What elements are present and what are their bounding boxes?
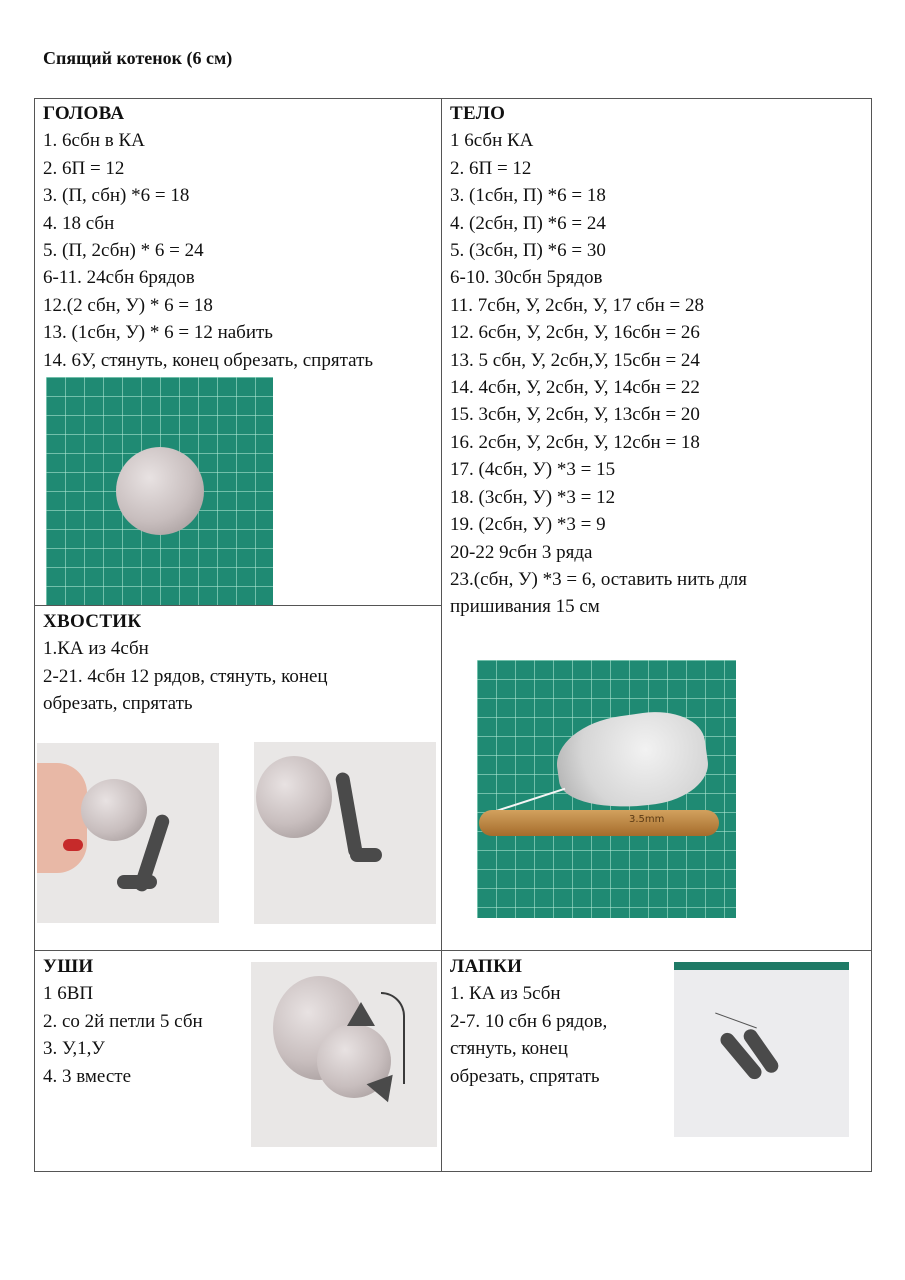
body-step: 18. (3сбн, У) *3 = 12 (450, 486, 616, 508)
crochet-body-teardrop (551, 705, 712, 817)
crochet-hook (479, 810, 719, 836)
table-divider-bottom-row (34, 950, 871, 951)
ears-step: 1 6ВП (43, 983, 94, 1005)
body-step: 4. (2сбн, П) *6 = 24 (450, 212, 606, 234)
body-step: 11. 7сбн, У, 2сбн, У, 17 сбн = 28 (450, 294, 704, 316)
paws-step: стянуть, конец (450, 1038, 568, 1060)
ears-step: 2. со 2й петли 5 сбн (43, 1010, 203, 1032)
body-step: 23.(сбн, У) *3 = 6, оставить нить для (450, 568, 747, 590)
table-divider-head-tail (34, 605, 442, 606)
crochet-tail (335, 771, 364, 858)
tail-step: 1.КА из 4сбн (43, 638, 149, 660)
head-step: 2. 6П = 12 (43, 157, 125, 179)
tail-heading: ХВОСТИК (43, 611, 142, 632)
body-step: 3. (1сбн, П) *6 = 18 (450, 185, 606, 207)
ears-step: 4. 3 вместе (43, 1065, 131, 1087)
body-step: 17. (4сбн, У) *3 = 15 (450, 459, 616, 481)
head-photo (46, 377, 273, 605)
tail-photo-2 (254, 742, 436, 924)
body-photo (477, 660, 736, 918)
ears-step: 3. У,1,У (43, 1038, 105, 1060)
body-step: 2. 6П = 12 (450, 157, 532, 179)
body-step: 1 6сбн КА (450, 130, 534, 152)
body-step: 16. 2сбн, У, 2сбн, У, 12сбн = 18 (450, 431, 700, 453)
ears-photo (251, 962, 437, 1147)
body-step: пришивания 15 см (450, 596, 600, 618)
yarn-thread (715, 1013, 757, 1029)
body-step: 15. 3сбн, У, 2сбн, У, 13сбн = 20 (450, 404, 700, 426)
ears-heading: УШИ (43, 956, 94, 977)
head-step: 3. (П, сбн) *6 = 18 (43, 185, 190, 207)
head-step: 5. (П, 2сбн) * 6 = 24 (43, 240, 204, 262)
crochet-tail-tip (117, 875, 157, 889)
tail-photo-1 (37, 743, 219, 923)
crochet-head-ball (116, 447, 204, 535)
body-step: 12. 6сбн, У, 2сбн, У, 16сбн = 26 (450, 322, 700, 344)
head-step: 13. (1сбн, У) * 6 = 12 набить (43, 322, 273, 344)
head-step: 14. 6У, стянуть, конец обрезать, спрятать (43, 349, 374, 371)
head-step: 12.(2 сбн, У) * 6 = 18 (43, 294, 213, 316)
yarn-thread (381, 992, 405, 1084)
body-heading: ТЕЛО (450, 103, 506, 124)
page-title: Спящий котенок (6 см) (43, 48, 233, 68)
head-section (43, 100, 373, 374)
head-heading: ГОЛОВА (43, 103, 125, 124)
paws-photo (674, 962, 849, 1137)
crochet-ear (347, 1002, 375, 1026)
body-section (450, 100, 747, 621)
body-step: 14. 4сбн, У, 2сбн, У, 14сбн = 22 (450, 377, 700, 399)
body-step: 19. (2сбн, У) *3 = 9 (450, 514, 606, 536)
fingernail (63, 839, 83, 851)
crochet-head-ball (81, 779, 147, 841)
photo-top-strip (674, 962, 849, 970)
hook-size-label: 3.5mm (629, 814, 665, 825)
tail-section (43, 608, 328, 718)
tail-step: 2-21. 4сбн 12 рядов, стянуть, конец (43, 665, 328, 687)
crochet-tail-tip (350, 848, 382, 862)
paws-step: 2-7. 10 сбн 6 рядов, (450, 1010, 608, 1032)
paws-step: обрезать, спрятать (450, 1065, 600, 1087)
paws-heading: ЛАПКИ (450, 956, 523, 977)
body-step: 20-22 9сбн 3 ряда (450, 541, 593, 563)
head-step: 6-11. 24сбн 6рядов (43, 267, 195, 289)
tail-step: обрезать, спрятать (43, 693, 193, 715)
table-divider-vertical (441, 98, 442, 1171)
paws-section (450, 953, 607, 1090)
head-step: 4. 18 сбн (43, 212, 115, 234)
hand-fingers (37, 763, 87, 873)
body-step: 6-10. 30сбн 5рядов (450, 267, 603, 289)
body-step: 5. (3сбн, П) *6 = 30 (450, 240, 606, 262)
crochet-head-ball (256, 756, 332, 838)
body-step: 13. 5 сбн, У, 2сбн,У, 15сбн = 24 (450, 349, 700, 371)
head-step: 1. 6сбн в КА (43, 130, 145, 152)
paws-step: 1. КА из 5сбн (450, 983, 561, 1005)
ears-section (43, 953, 203, 1090)
